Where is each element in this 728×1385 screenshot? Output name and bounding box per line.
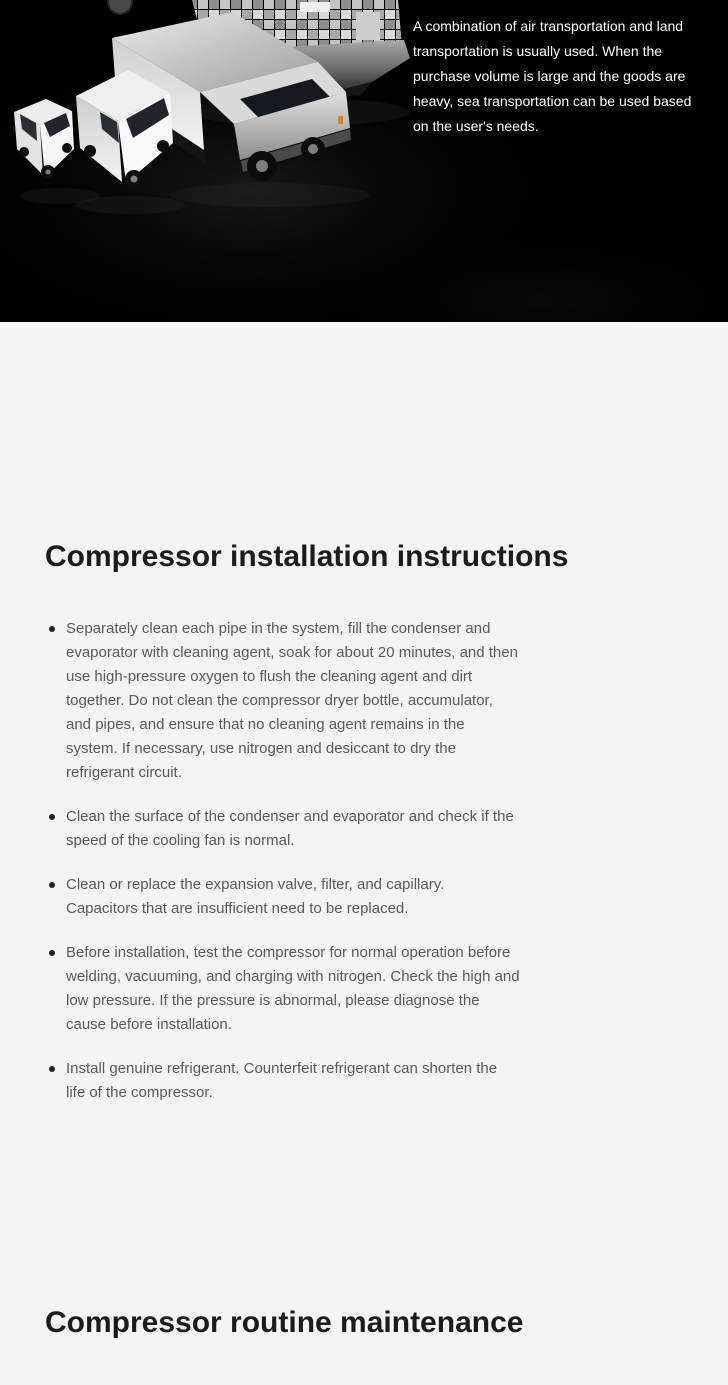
hero-caption: A combination of air transportation and land transportation is usually used. When the purchase volume is large and the goods are heavy, sea transportation can be used based on the user's needs. xyxy=(413,18,692,134)
vehicle-reflection xyxy=(75,196,185,214)
installation-title: Compressor installation instructions xyxy=(45,540,569,573)
installation-list-item: Clean or replace the expansion valve, filter, and capillary. Capacitors that are insufficient need to be replaced. xyxy=(45,873,520,921)
installation-list-item: Separately clean each pipe in the system, fill the condenser and evaporator with cleaning agent, soak for about 20 minutes, and then use high-pressure oxygen to flush the cleaning agent and dirt together. Do not clean the compressor dryer bottle, accumulator, and pipes, and ensure that no cleaning agent remains in the system. If necessary, use nitrogen and desiccant to dry the refrigerant circuit. xyxy=(45,617,520,785)
content-section xyxy=(0,322,728,1365)
installation-list xyxy=(45,617,728,1105)
installation-list-item: Before installation, test the compressor for normal operation before welding, vacuuming, and charging with nitrogen. Check the high and low pressure. If the pressure is abnormal, please diagnose the cause before installation. xyxy=(45,941,520,1037)
vehicle-reflection xyxy=(170,183,370,207)
maintenance-title: Compressor routine maintenance xyxy=(45,1306,524,1339)
hero-banner xyxy=(0,0,728,322)
installation-list-item: Install genuine refrigerant. Counterfeit refrigerant can shorten the life of the compressor. xyxy=(45,1057,520,1105)
installation-list-item: Clean the surface of the condenser and evaporator and check if the speed of the cooling fan is normal. xyxy=(45,805,520,853)
